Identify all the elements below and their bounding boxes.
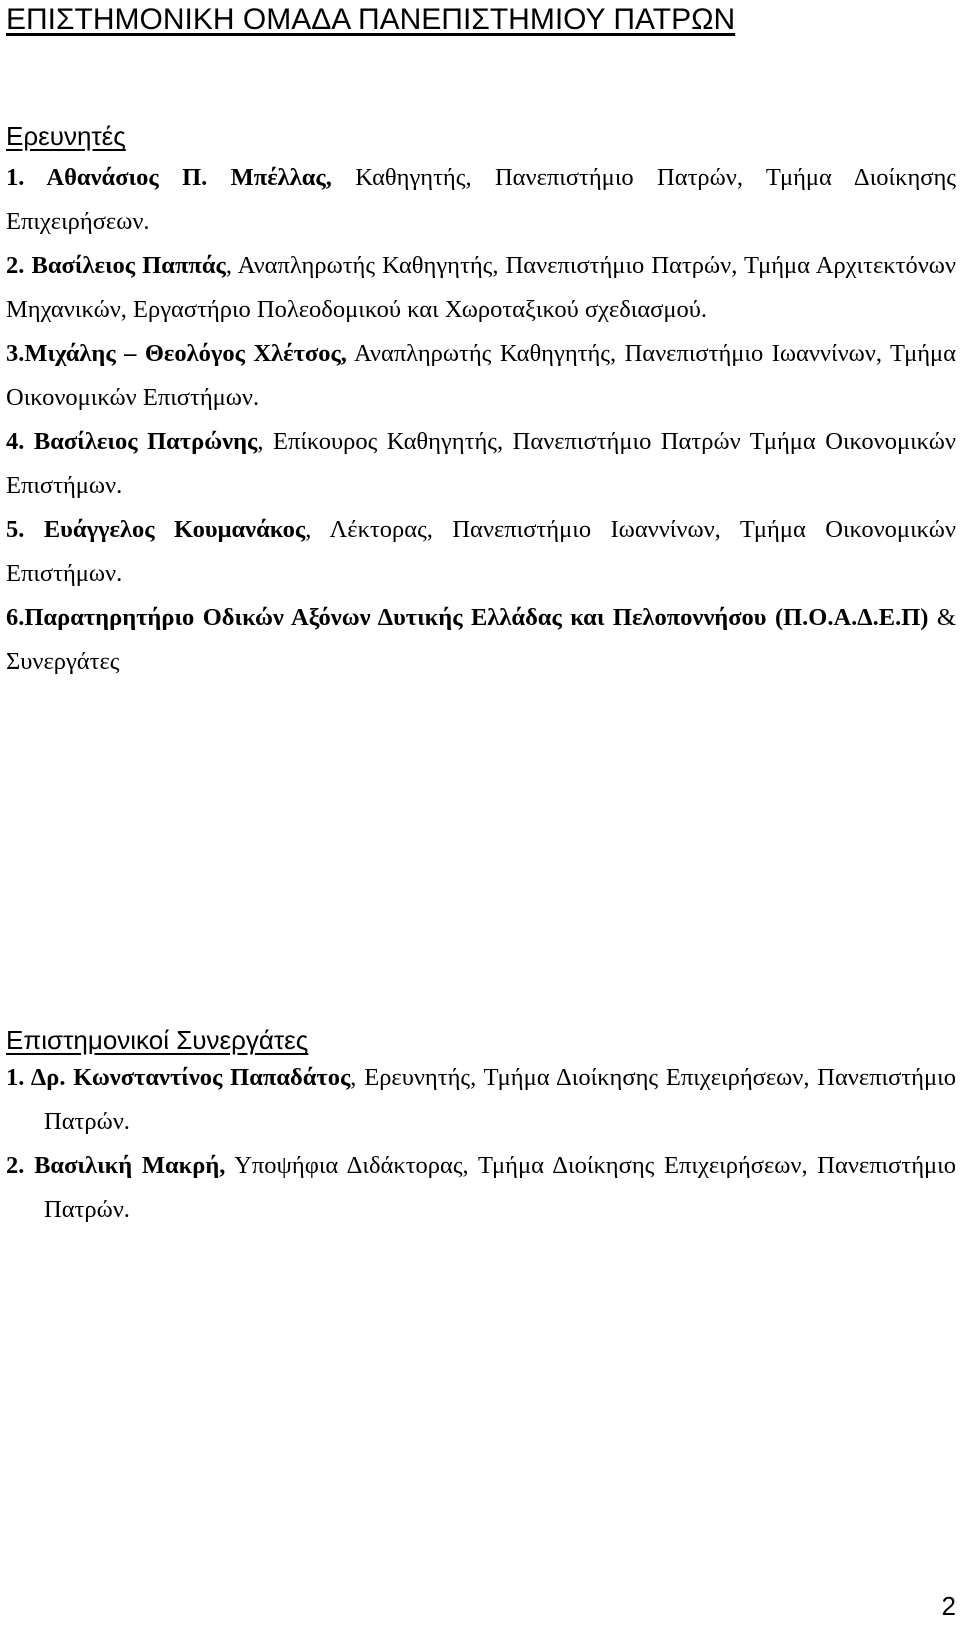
researcher-item-3 <box>6 332 956 420</box>
document-title: ΕΠΙΣΤΗΜΟΝΙΚΗ ΟΜΑΔΑ ΠΑΝΕΠΙΣΤΗΜΙΟΥ ΠΑΤΡΩΝ <box>6 3 736 36</box>
researcher-number: 4. <box>6 428 34 455</box>
collaborator-details: , Ερευνητής, Τμήμα Διοίκησης Επιχειρήσεων, Πανεπιστήμιο Πατρών. <box>44 1064 956 1135</box>
researcher-details: , Επίκουρος Καθηγητής, Πανεπιστήμιο Πατρών Τμήμα Οικονομικών Επιστήμων. <box>6 428 957 499</box>
researcher-number: 1. <box>6 164 47 191</box>
researcher-name: Μιχάλης – Θεολόγος Χλέτσος, <box>24 340 347 367</box>
collaborators-heading: Επιστημονικοί Συνεργάτες <box>6 1025 309 1055</box>
collaborator-number: 2. <box>6 1152 35 1179</box>
collaborator-name: Βασιλική Μακρή, <box>34 1152 226 1179</box>
researcher-number: 2. <box>6 252 32 279</box>
researcher-item-1 <box>6 156 956 244</box>
collaborator-item-1 <box>6 1056 956 1144</box>
researcher-number: 5. <box>6 516 44 543</box>
researcher-number: 6. <box>6 604 25 631</box>
researcher-item-6 <box>6 596 956 684</box>
researcher-name: Βασίλειος Πατρώνης <box>33 428 258 455</box>
researcher-details: Αναπληρωτής Καθηγητής, Πανεπιστήμιο Ιωαννίνων, Τμήμα Οικονομικών Επιστήμων. <box>6 340 956 411</box>
collaborator-number: 1. <box>6 1064 31 1091</box>
page-number: 2 <box>941 1591 956 1621</box>
researcher-number: 3. <box>6 340 25 367</box>
researcher-details: Καθηγητής, Πανεπιστήμιο Πατρών, Τμήμα Διοίκησης Επιχειρήσεων. <box>6 164 957 235</box>
researcher-name: Παρατηρητήριο Οδικών Αξόνων Δυτικής Ελλάδας και Πελοποννήσου (Π.Ο.Α.Δ.Ε.Π) <box>24 604 929 631</box>
researcher-name: Αθανάσιος Π. Μπέλλας, <box>46 164 332 191</box>
collaborators-list <box>0 1056 960 1232</box>
researcher-details: & Συνεργάτες <box>6 604 956 675</box>
collaborator-item-2 <box>6 1144 956 1232</box>
collaborator-details: Υποψήφια Διδάκτορας, Τμήμα Διοίκησης Επιχειρήσεων, Πανεπιστήμιο Πατρών. <box>44 1152 956 1223</box>
researcher-item-5 <box>6 508 956 596</box>
researchers-heading: Ερευνητές <box>6 121 126 151</box>
researcher-name: Βασίλειος Παππάς <box>31 252 226 279</box>
researcher-details: , Αναπληρωτής Καθηγητής, Πανεπιστήμιο Πατρών, Τμήμα Αρχιτεκτόνων Μηχανικών, Εργαστήριο Πολεοδομικού και Χωροταξικού σχεδιασμού. <box>6 252 956 323</box>
researcher-item-2 <box>6 244 956 332</box>
researchers-list <box>0 156 960 684</box>
collaborator-name: Δρ. Κωνσταντίνος Παπαδάτος <box>30 1064 351 1091</box>
researcher-details: , Λέκτορας, Πανεπιστήμιο Ιωαννίνων, Τμήμα Οικονομικών Επιστήμων. <box>6 516 956 587</box>
researcher-name: Ευάγγελος Κουμανάκος <box>43 516 306 543</box>
researcher-item-4 <box>6 420 956 508</box>
